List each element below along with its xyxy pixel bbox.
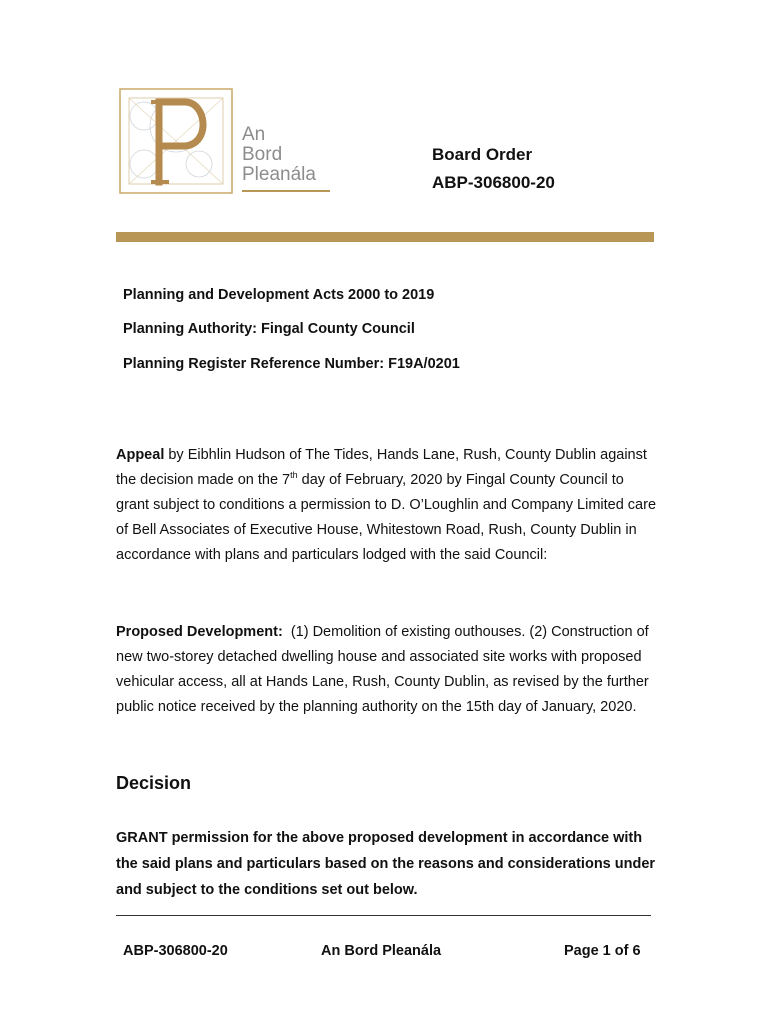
register-reference-line: Planning Register Reference Number: F19A/0201 [123, 356, 460, 372]
logo-word-an: An [242, 124, 266, 145]
board-order-title: Board Order [432, 145, 533, 164]
appeal-paragraph [116, 443, 656, 568]
an-bord-pleanala-logo [119, 88, 334, 196]
appeal-text-2: day of February, 2020 by Fingal County Council to grant subject to conditions a permission to D. O’Loughlin and Company Limited care of Bell Associates of Executive House, Whitestown Road, Rush, County Dublin in accordance with plans and particulars lodged with the said Council: [116, 472, 657, 563]
footer-reference: ABP-306800-20 [123, 943, 228, 959]
footer-rule [116, 915, 651, 916]
logo-emblem [119, 88, 235, 196]
footer-organisation: An Bord Pleanála [321, 943, 442, 959]
footer-page-number: Page 1 of 6 [564, 943, 641, 959]
appeal-label: Appeal [116, 447, 165, 463]
logo-word-bord: Bord [242, 144, 283, 165]
appeal-text-1: by Eibhlin Hudson of The Tides, Hands Lane, Rush, County Dublin against the decision made on the 7 [116, 447, 647, 488]
proposed-development-paragraph [116, 620, 656, 720]
appeal-superscript: th [290, 470, 298, 481]
proposed-development-text: (1) Demolition of existing outhouses. (2) Construction of new two-storey detached dwelling house and associated site works with proposed vehicular access, all at Hands Lane, Rush, County Dublin, as revised by the further public notice received by the planning authority on the 15th day of January, 2020. [116, 624, 653, 715]
acts-line: Planning and Development Acts 2000 to 2019 [123, 287, 435, 303]
decision-grant-text: GRANT permission for the above proposed development in accordance with the said plans and particulars based on the reasons and considerations under and subject to the conditions set out below. [116, 830, 656, 898]
planning-authority-line: Planning Authority: Fingal County Council [123, 321, 415, 337]
proposed-development-label: Proposed Development: [116, 624, 283, 640]
logo-word-pleanala: Pleanála [242, 164, 316, 185]
board-order-reference: ABP-306800-20 [432, 173, 555, 192]
decision-heading: Decision [116, 773, 192, 793]
logo-underline [242, 190, 330, 192]
header-divider-bar [116, 232, 654, 242]
